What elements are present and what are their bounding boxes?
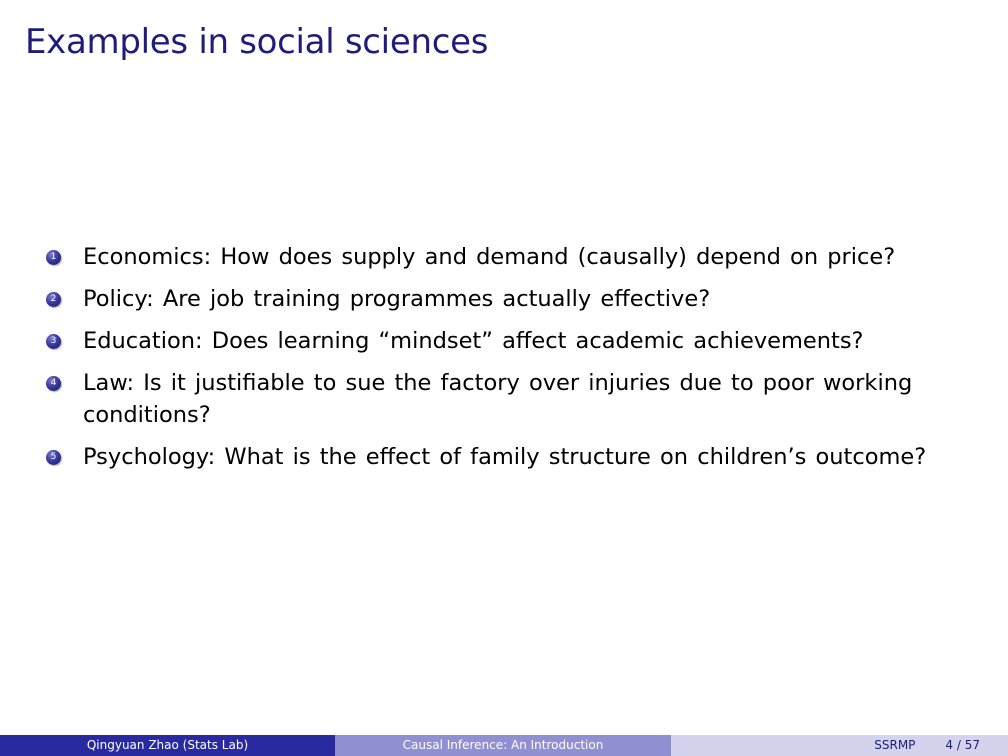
list-item xyxy=(46,241,966,273)
page-number: 4 / 57 xyxy=(945,738,980,752)
footer-bar xyxy=(0,735,1008,756)
enumerated-list xyxy=(46,241,966,483)
list-item-text: Economics: How does supply and demand (causally) depend on price? xyxy=(83,244,896,270)
numbered-bullet-icon: 1 xyxy=(46,250,61,265)
footer-right-section xyxy=(671,735,1008,756)
list-item-text: Law: Is it justifiable to sue the factory over injuries due to poor working conditions? xyxy=(83,370,913,428)
numbered-bullet-icon: 5 xyxy=(46,450,61,465)
list-item-text: Education: Does learning “mindset” affect academic achievements? xyxy=(83,328,864,354)
footer-short-title: SSRMP xyxy=(874,738,916,752)
list-item xyxy=(46,283,966,315)
footer-author: Qingyuan Zhao (Stats Lab) xyxy=(0,735,335,756)
list-item xyxy=(46,441,966,473)
numbered-bullet-icon: 3 xyxy=(46,334,61,349)
list-item xyxy=(46,367,966,431)
list-item-text: Policy: Are job training programmes actually effective? xyxy=(83,286,711,312)
numbered-bullet-icon: 2 xyxy=(46,292,61,307)
footer-talk-title: Causal Inference: An Introduction xyxy=(335,735,671,756)
numbered-bullet-icon: 4 xyxy=(46,376,61,391)
list-item xyxy=(46,325,966,357)
list-item-text: Psychology: What is the effect of family structure on children’s outcome? xyxy=(83,444,927,470)
slide-title: Examples in social sciences xyxy=(25,22,489,62)
